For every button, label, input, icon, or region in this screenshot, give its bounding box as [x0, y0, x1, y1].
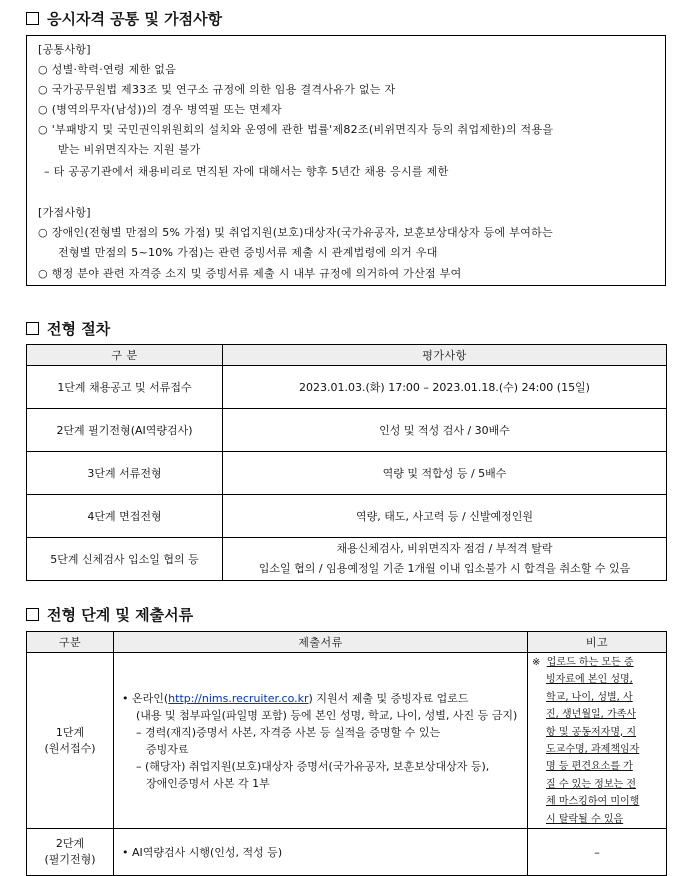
- table-header: 구분: [27, 632, 114, 653]
- section-title: 응시자격 공통 및 가점사항: [47, 10, 223, 28]
- stage-cell: [27, 653, 114, 829]
- section-title: 전형 절차: [47, 320, 111, 338]
- stage-label: 1단계: [55, 725, 85, 739]
- note-line: 도교수명, 과제책임자: [546, 744, 640, 756]
- doc-text: • 온라인(: [122, 691, 169, 705]
- table-row: [27, 829, 667, 876]
- bonus-item: ○ 장애인(전형별 만점의 5% 가점) 및 취업지원(보호)대상자(국가유공자, 보훈보상대상자 등에 부여하는: [38, 226, 553, 239]
- doc-line: [122, 690, 527, 707]
- common-item: ○ 국가공무원법 제33조 및 연구소 규정에 의한 임용 결격사유가 없는 자: [38, 83, 396, 96]
- doc-line: 장애인증명서 사본 각 1부: [146, 776, 270, 790]
- stage-sublabel: (원서접수): [44, 741, 96, 755]
- common-item: ○ 성별·학력·연령 제한 없음: [38, 63, 177, 76]
- detail-line: 채용신체검사, 비위면직자 점검 / 부적격 탈락: [336, 542, 553, 555]
- table-row: [27, 495, 667, 538]
- section-heading-documents: [26, 604, 193, 625]
- section-title: 전형 단계 및 제출서류: [47, 606, 194, 624]
- note-text: 업로드 하는 모든 증: [546, 657, 634, 668]
- table-header: 비고: [528, 632, 667, 653]
- section-heading-qualification: [26, 8, 222, 29]
- reference-mark-icon: ※: [532, 657, 541, 668]
- bonus-item: ○ 행정 분야 관련 자격증 소지 및 증빙서류 제출 시 내부 규정에 의거하여 가산점 부여: [38, 267, 462, 280]
- documents-cell: [114, 653, 528, 829]
- table-row: [27, 452, 667, 495]
- stage-sublabel: (필기전형): [44, 853, 96, 867]
- common-item-continued: 받는 비위면직자는 지원 불가: [58, 143, 201, 156]
- doc-line: – 경력(재직)증명서 사본, 자격증 사본 등 실적을 증명할 수 있는: [136, 725, 441, 739]
- section-heading-procedure: [26, 318, 110, 339]
- stage-cell: 1단계 채용공고 및 서류접수: [27, 366, 223, 409]
- note-line: 명 등 편견요소를 가: [546, 761, 633, 773]
- detail-cell: 역량 및 적합성 등 / 5배수: [223, 452, 667, 495]
- table-row: [27, 538, 667, 581]
- table-header: 제출서류: [114, 632, 528, 653]
- common-item: ○ (병역의무자(남성))의 경우 병역필 또는 면제자: [38, 103, 282, 116]
- procedure-table: [26, 344, 667, 581]
- stage-label: 2단계: [55, 837, 85, 851]
- doc-line: (내용 및 첨부파일(파일명 포함) 등에 본인 성명, 학교, 나이, 성별, 사진 등 금지): [136, 708, 518, 722]
- detail-cell: 역량, 태도, 사고력 등 / 신발예정인원: [223, 495, 667, 538]
- doc-text: ) 지원서 제출 및 증빙자료 업로드: [308, 691, 469, 705]
- stage-cell: 3단계 서류전형: [27, 452, 223, 495]
- doc-line: – (해당자) 취업지원(보호)대상자 증명서(국가유공자, 보훈보상대상자 등),: [136, 759, 490, 773]
- documents-cell: [114, 829, 528, 876]
- checkbox-square-icon: [26, 608, 39, 621]
- common-item: – 타 공공기관에서 채용비리로 면직된 자에 대해서는 향후 5년간 채용 응시를 제한: [44, 165, 449, 178]
- note-line: 진, 생년월일, 가족사: [546, 709, 636, 721]
- stage-cell: 2단계 필기전형(AI역량검사): [27, 409, 223, 452]
- stage-cell: 4단계 면접전형: [27, 495, 223, 538]
- common-header: [공통사항]: [38, 43, 91, 56]
- note-line: 질 수 있는 정보는 전: [546, 778, 636, 790]
- note-line: 항 및 공동저자명, 지: [546, 726, 636, 738]
- note-cell: –: [528, 829, 667, 876]
- table-header: 구 분: [27, 345, 223, 366]
- table-header: 평가사항: [223, 345, 667, 366]
- note-line: [532, 654, 662, 671]
- detail-cell: 2023.01.03.(화) 17:00 – 2023.01.18.(수) 24:00 (15일): [223, 366, 667, 409]
- recruit-site-link[interactable]: http://nims.recruiter.co.kr: [168, 691, 309, 705]
- note-line: 학교, 나이, 성별, 사: [546, 691, 633, 703]
- stage-cell: [27, 829, 114, 876]
- bonus-item-continued: 전형별 만점의 5~10% 가점)는 관련 증빙서류 제출 시 관계법령에 의거 우대: [58, 246, 438, 259]
- note-line: 체 마스킹하여 미이행: [546, 796, 640, 808]
- doc-line: • AI역량검사 시행(인성, 적성 등): [122, 845, 283, 859]
- note-cell: [528, 653, 667, 829]
- common-item: ○ '부패방지 및 국민권익위원회의 설치와 운영에 관한 법률'제82조(비위면직자 등의 취업제한)의 적용을: [38, 123, 554, 136]
- checkbox-square-icon: [26, 12, 39, 25]
- table-row: [27, 366, 667, 409]
- documents-table: [26, 631, 667, 876]
- detail-line: 입소일 협의 / 임용예정일 기준 1개월 이내 입소불가 시 합격을 취소할 수 있음: [258, 562, 631, 575]
- detail-cell: 인성 및 적성 검사 / 30배수: [223, 409, 667, 452]
- qualification-box: [26, 35, 666, 286]
- bonus-header: [가점사항]: [38, 206, 91, 219]
- stage-cell: 5단계 신체검사 입소일 협의 등: [27, 538, 223, 581]
- detail-cell: [223, 538, 667, 581]
- note-line: 빙자료에 본인 성명,: [546, 674, 633, 686]
- checkbox-square-icon: [26, 322, 39, 335]
- note-line: 시 탈락될 수 있음: [546, 813, 624, 825]
- table-row: [27, 409, 667, 452]
- doc-line: 증빙자료: [146, 742, 189, 756]
- table-row: [27, 653, 667, 829]
